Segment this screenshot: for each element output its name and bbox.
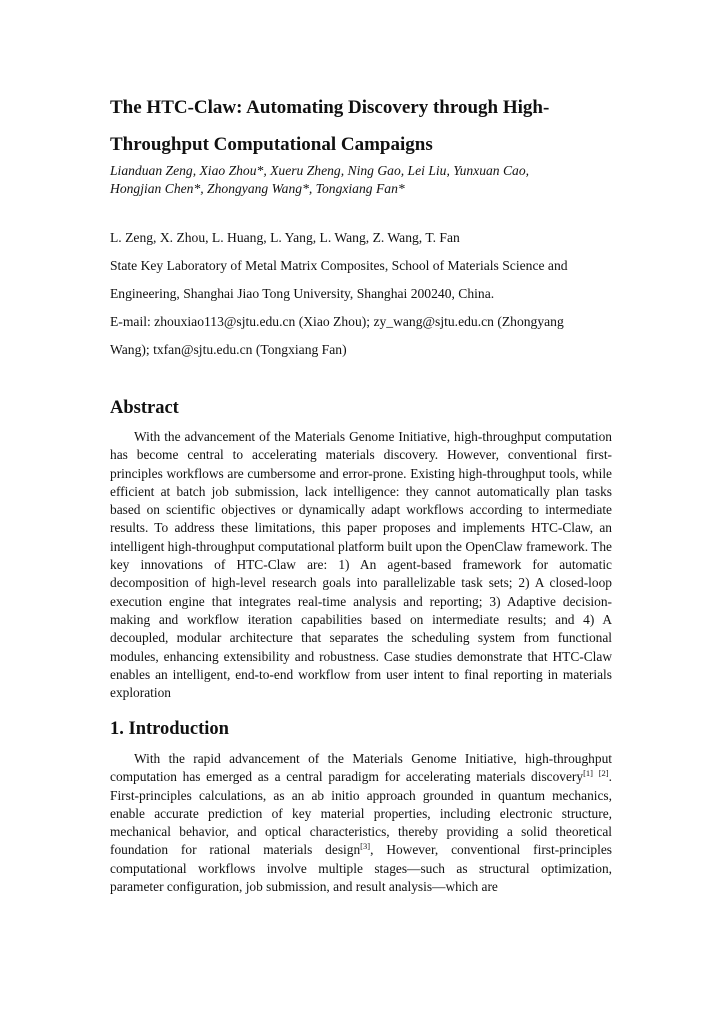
affiliation-names: L. Zeng, X. Zhou, L. Huang, L. Yang, L. Wang, Z. Wang, T. Fan xyxy=(110,230,460,245)
introduction-heading: 1. Introduction xyxy=(110,719,229,739)
affiliation-block xyxy=(110,224,615,364)
paper-title xyxy=(110,89,630,163)
citation-3: [3] xyxy=(360,841,371,852)
authors-line-1: Lianduan Zeng, Xiao Zhou*, Xueru Zheng, Ning Gao, Lei Liu, Yunxuan Cao, xyxy=(110,163,530,178)
email-line-1: E-mail: zhouxiao113@sjtu.edu.cn (Xiao Zhou); zy_wang@sjtu.edu.cn (Zhongyang xyxy=(110,314,564,329)
abstract-heading: Abstract xyxy=(110,398,179,418)
title-line-1: The HTC-Claw: Automating Discovery through High- xyxy=(110,97,550,118)
title-line-2: Throughput Computational Campaigns xyxy=(110,134,433,155)
citation-1: [1] xyxy=(583,768,594,779)
citation-2: [2] xyxy=(598,768,609,779)
intro-text-part-1: With the rapid advancement of the Materials Genome Initiative, high-throughput computation has emerged as a central paradigm for accelerating materials discovery xyxy=(110,751,612,785)
authors-line-2: Hongjian Chen*, Zhongyang Wang*, Tongxiang Fan* xyxy=(110,181,405,196)
abstract-text: With the advancement of the Materials Genome Initiative, high-throughput computation has become central to accelerating materials discovery. However, conventional first-principles workflows are cumbersome and error-prone. Existing high-throughput tools, while efficient at batch job submission, lack intelligence: they cannot automatically plan tasks based on scientific objectives or dynamically adapt workflows according to intermediate results. To address these limitations, this paper proposes and implements HTC-Claw, an intelligent high-throughput computational platform built upon the OpenClaw framework. The key innovations of HTC-Claw are: 1) An agent-based framework for automatic decomposition of high-level research goals into parallelizable task sets; 2) A closed-loop execution engine that integrates real-time analysis and reporting; 3) Adaptive decision-making and workflow iteration capabilities based on intermediate results; and 4) A decoupled, modular architecture that separates the scheduling system from functional modules, enhancing extensibility and robustness. Case studies demonstrate that HTC-Claw enables an intelligent, end-to-end workflow from user intent to final reporting in materials exploration xyxy=(110,429,612,701)
intro-text-part-2: . First-principles calculations, as an ab initio approach grounded in quantum mechanics, enable accurate prediction of key material properties, including electronic structure, mechanical behavior, and optical characteristics, thereby providing a solid theoretical foundation for rational materials design xyxy=(110,769,612,858)
institution-line-1: State Key Laboratory of Metal Matrix Composites, School of Materials Science and xyxy=(110,258,568,273)
intro-text-part-3: , However, conventional first-principles computational workflows involve multiple stages—such as structural optimization, parameter configuration, job submission, and result analysis—which are xyxy=(110,842,612,895)
institution-line-2: Engineering, Shanghai Jiao Tong University, Shanghai 200240, China. xyxy=(110,286,495,301)
introduction-paragraph xyxy=(110,750,612,896)
email-line-2: Wang); txfan@sjtu.edu.cn (Tongxiang Fan) xyxy=(110,342,347,357)
author-list xyxy=(110,162,610,198)
